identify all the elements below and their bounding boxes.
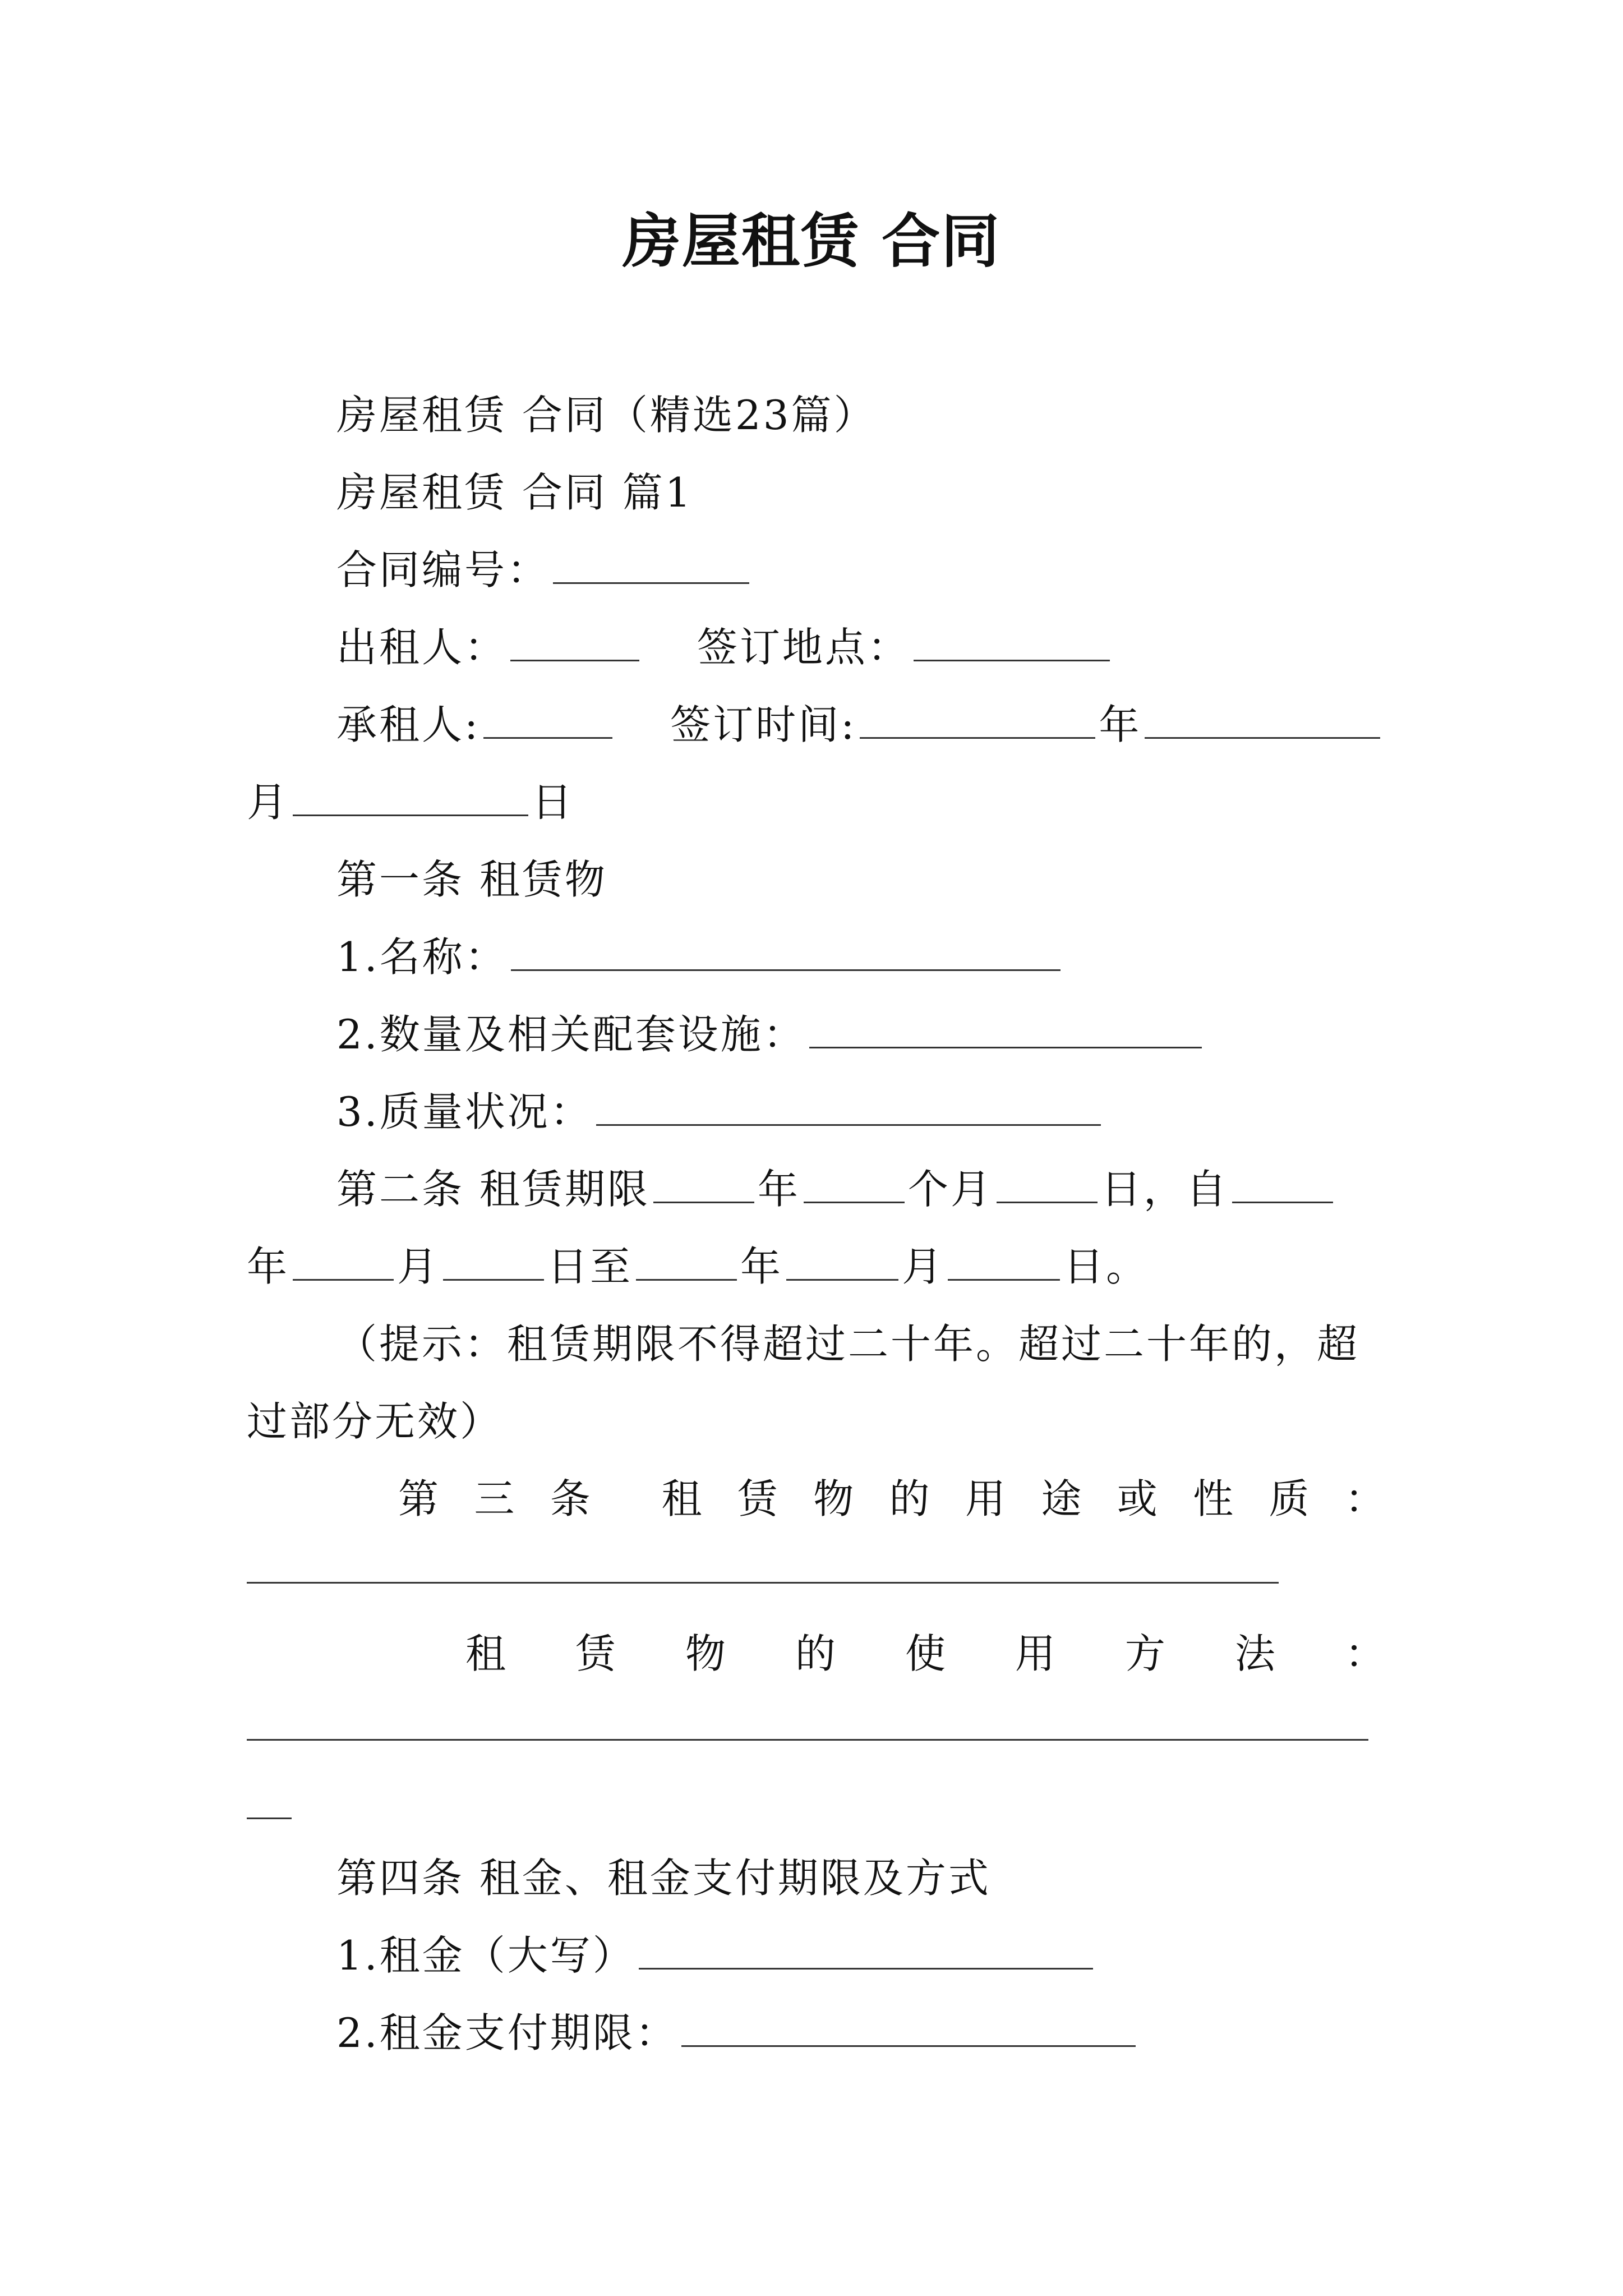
- rent-period-field[interactable]: [681, 2005, 1136, 2047]
- note-line2: 过部分无效）: [247, 1398, 503, 1445]
- end-day-field[interactable]: [948, 1239, 1060, 1281]
- term-years-unit: 年: [757, 1166, 800, 1213]
- lessor-label: 出租人：: [336, 624, 508, 671]
- term-months-field[interactable]: [804, 1161, 905, 1203]
- article3-char: 赁: [737, 1475, 778, 1522]
- sign-time-label: 签订时间:: [670, 701, 857, 748]
- article3-char: 用: [965, 1475, 1006, 1522]
- article3-char: 性: [1193, 1475, 1234, 1522]
- term-from-label: 日，自: [1100, 1166, 1229, 1213]
- article3-char: 物: [813, 1475, 854, 1522]
- rent-amount-row: [336, 1927, 1096, 1984]
- sign-date-row: [247, 774, 574, 830]
- start-day-field[interactable]: [443, 1239, 544, 1281]
- article2-row2: [247, 1239, 1149, 1295]
- usage-method-char: ：: [1344, 1630, 1385, 1677]
- lessee-field[interactable]: [483, 697, 612, 739]
- usage-method-field[interactable]: [247, 1739, 1368, 1741]
- contract-no-label: 合同编号：: [336, 546, 550, 593]
- article3-char: 租: [661, 1475, 702, 1522]
- item-quality-field[interactable]: [596, 1084, 1101, 1126]
- item-facilities-field[interactable]: [809, 1006, 1202, 1048]
- article3-title: [398, 1471, 1385, 1527]
- lessor-row: [336, 619, 1113, 675]
- article3-char: ：: [1344, 1475, 1385, 1522]
- rent-period-row: [336, 2005, 1139, 2061]
- item-facilities-row: [336, 1006, 1205, 1062]
- usage-purpose-field[interactable]: [247, 1582, 1279, 1584]
- sign-place-field[interactable]: [914, 619, 1110, 661]
- item-name-row: [336, 929, 1064, 985]
- sign-month-field[interactable]: [1145, 697, 1380, 739]
- article1-title: 第一条 租赁物: [336, 856, 607, 903]
- rent-amount-label: 1.租金（大写）: [336, 1932, 635, 1979]
- sign-month-unit: 月: [247, 779, 290, 826]
- rent-period-label: 2.租金支付期限：: [336, 2009, 678, 2056]
- contract-no-field[interactable]: [553, 542, 749, 584]
- usage-method-char: 法: [1234, 1630, 1275, 1677]
- term-months-unit: 个月: [907, 1166, 993, 1213]
- term-days-field[interactable]: [997, 1161, 1098, 1203]
- usage-method-char: 赁: [575, 1630, 616, 1677]
- item-quality-label: 3.质量状况：: [336, 1088, 593, 1135]
- usage-method-title: [465, 1626, 1385, 1682]
- lessee-label: 承租人:: [336, 701, 481, 748]
- article3-char: 或: [1117, 1475, 1158, 1522]
- sign-year-field[interactable]: [860, 697, 1095, 739]
- start-year-field[interactable]: [1232, 1161, 1333, 1203]
- item-quality-row: [336, 1084, 1104, 1140]
- usage-method-field-end: [247, 1818, 292, 1819]
- start-year-unit: 年: [247, 1243, 290, 1290]
- article2-label: 第二条 租赁期限: [336, 1166, 650, 1213]
- contract-no-row: [336, 542, 753, 598]
- article3-char: 质: [1269, 1475, 1310, 1522]
- end-month-field[interactable]: [786, 1239, 898, 1281]
- article4-title: 第四条 租金、租金支付期限及方式: [336, 1855, 991, 1902]
- note-line1: （提示：租赁期限不得超过二十年。超过二十年的，超: [336, 1320, 1360, 1368]
- subtitle: 房屋租赁 合同（精选23篇）: [336, 392, 877, 439]
- item-facilities-label: 2.数量及相关配套设施：: [336, 1011, 806, 1058]
- sign-day-field[interactable]: [293, 774, 528, 816]
- sign-place-label: 签订地点：: [697, 624, 910, 671]
- usage-method-char: 租: [465, 1630, 506, 1677]
- item-name-label: 1.名称：: [336, 933, 508, 981]
- article3-char: 途: [1041, 1475, 1082, 1522]
- usage-method-char: 用: [1015, 1630, 1055, 1677]
- sign-day-unit: 日: [532, 779, 575, 826]
- end-month-unit: 月: [902, 1243, 945, 1290]
- end-year-unit: 年: [740, 1243, 783, 1290]
- end-day-unit: 日。: [1063, 1243, 1149, 1290]
- article3-char: 的: [889, 1475, 930, 1522]
- term-to-label: 日至: [547, 1243, 633, 1290]
- rent-amount-field[interactable]: [639, 1927, 1093, 1970]
- article3-char: 条: [550, 1475, 591, 1522]
- article2-row1: [336, 1161, 1336, 1217]
- lessor-field[interactable]: [510, 619, 639, 661]
- end-year-field[interactable]: [636, 1239, 737, 1281]
- sign-year-unit: 年: [1099, 701, 1142, 748]
- usage-method-char: 使: [905, 1630, 946, 1677]
- document-title: 房屋租赁 合同: [622, 207, 1001, 275]
- usage-method-char: 物: [685, 1630, 726, 1677]
- start-month-field[interactable]: [293, 1239, 394, 1281]
- article3-char: 三: [474, 1475, 515, 1522]
- usage-method-char: 的: [795, 1630, 836, 1677]
- usage-method-char: 方: [1124, 1630, 1165, 1677]
- lessee-row: [336, 697, 1384, 753]
- term-years-field[interactable]: [653, 1161, 754, 1203]
- start-month-unit: 月: [397, 1243, 440, 1290]
- article3-char: 第: [398, 1475, 439, 1522]
- item-name-field[interactable]: [511, 929, 1061, 971]
- part-heading: 房屋租赁 合同 篇1: [336, 469, 693, 516]
